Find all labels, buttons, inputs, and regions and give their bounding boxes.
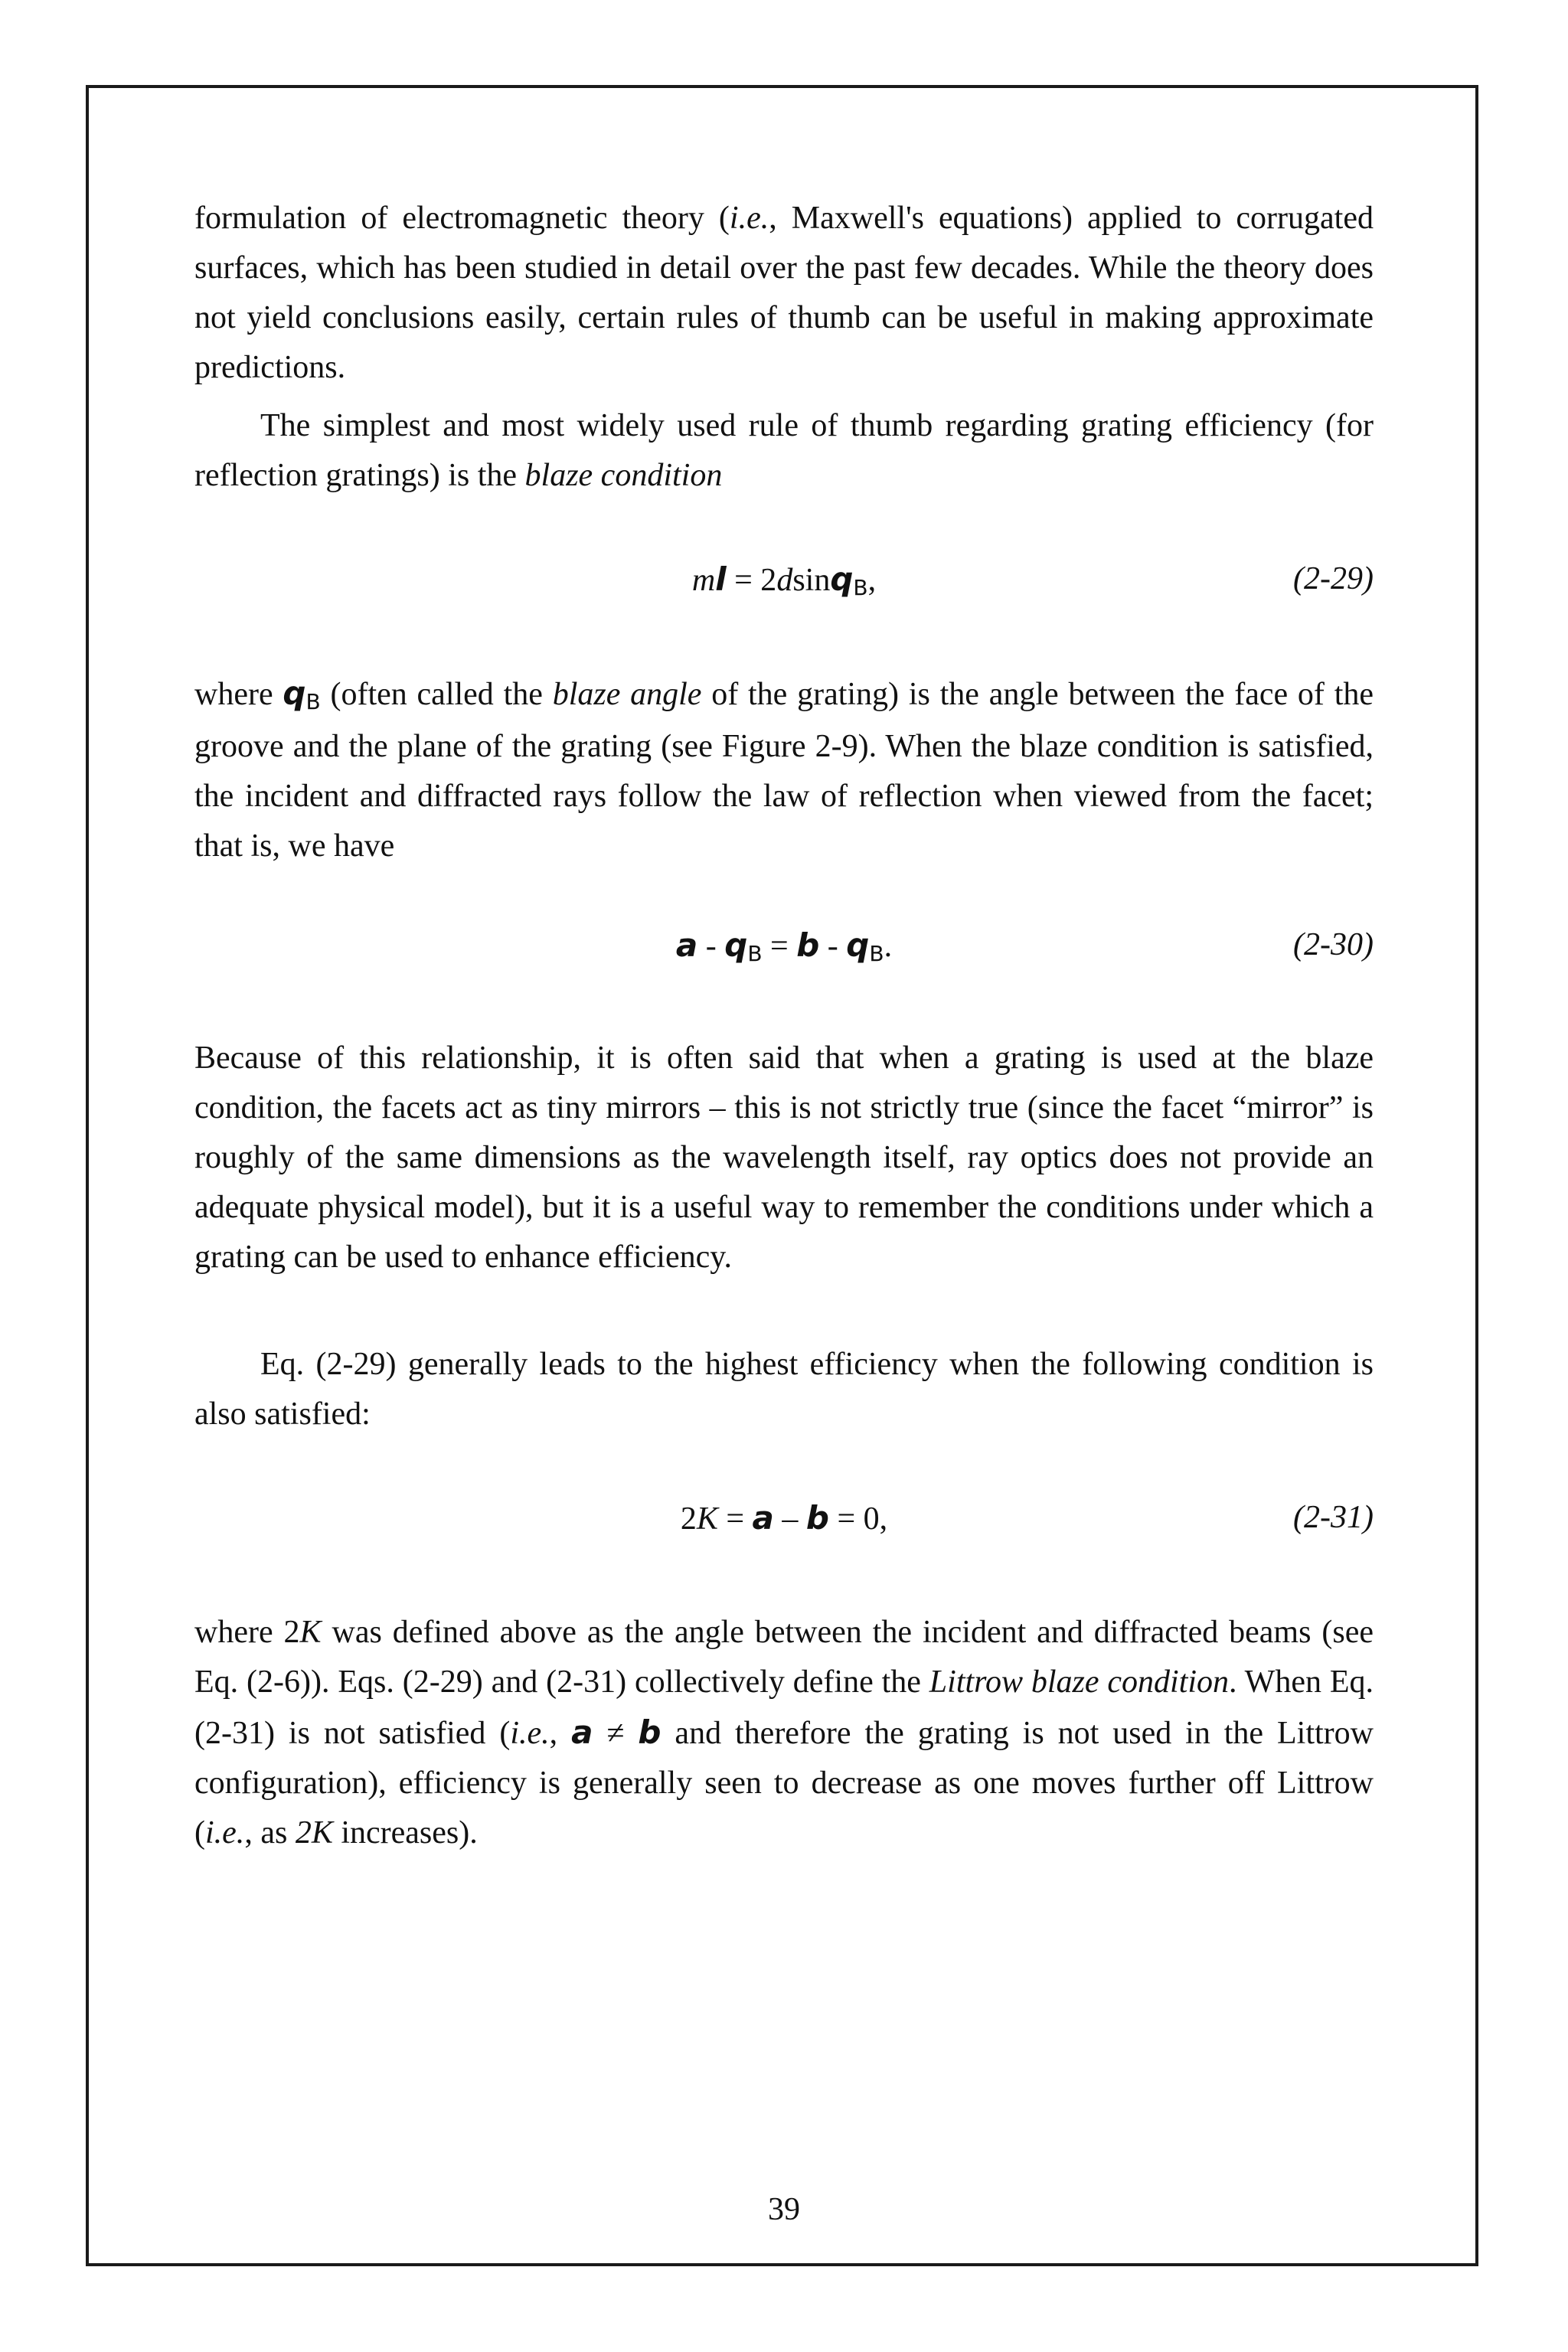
eq30-equals: = xyxy=(762,929,797,964)
eq31-two: 2 xyxy=(680,1501,697,1537)
p6-twok-k: K xyxy=(299,1615,322,1650)
eq30-trail: . xyxy=(884,929,893,964)
equation-2-31 xyxy=(194,1493,1374,1543)
p3-theta: q xyxy=(283,675,306,712)
p6-text-d: , xyxy=(549,1716,572,1751)
eq29-trail: , xyxy=(867,563,877,598)
paragraph-4 xyxy=(194,1034,1374,1282)
p1-text-a: formulation of electromagnetic theory ( xyxy=(194,201,730,236)
p6-alpha: a xyxy=(571,1713,593,1751)
eq29-m: m xyxy=(691,563,716,598)
eq31-k: K xyxy=(696,1501,718,1537)
eq30-minus-1: - xyxy=(697,929,725,964)
p6-text-f: , as xyxy=(244,1815,296,1851)
paragraph-6 xyxy=(194,1608,1374,1858)
eq31-beta: b xyxy=(805,1499,829,1537)
p3-text-c: of the grating) is the angle between the face of the groove and the plane of the grating (see Figure 2-9). When the blaze condition is satisfied, the incident and diffracted rays follow the law of reflection when viewed from the facet; that is, we have xyxy=(194,677,1374,864)
equation-2-29 xyxy=(194,554,1374,604)
eq30-minus-2: - xyxy=(819,929,847,964)
paragraph-2 xyxy=(194,401,1374,501)
eq29-sin: sin xyxy=(792,563,831,598)
paragraph-3 xyxy=(194,668,1374,871)
p6-term-littrow-blaze-condition: Littrow blaze condition xyxy=(929,1664,1230,1700)
equation-2-30-number: (2-30) xyxy=(1293,927,1374,962)
p6-ie-1: i.e. xyxy=(510,1716,550,1751)
p6-text-a: where xyxy=(194,1615,284,1650)
eq31-minus: – xyxy=(773,1501,806,1537)
p6-text-b: was defined above as the angle between the incident and diffracted beams (see Eq. (2-6)). Eqs. (2-29) and (2-31) collectively define the xyxy=(194,1615,1374,1700)
p5-text: Eq. (2-29) generally leads to the highest efficiency when the following condition is also satisfied: xyxy=(194,1347,1374,1432)
paragraph-1 xyxy=(194,194,1374,393)
p6-text-e: and therefore the grating is not used in the Littrow configuration), efficiency is generally seen to decrease as one moves further off Littrow ( xyxy=(194,1716,1374,1851)
p2-text-a: The simplest and most widely used rule of thumb regarding grating efficiency (for reflection gratings) is the xyxy=(194,408,1374,493)
equation-2-29-number: (2-29) xyxy=(1293,561,1374,596)
p6-twok-two: 2 xyxy=(283,1615,300,1650)
eq30-sub-b-1: B xyxy=(747,941,763,966)
eq31-equals: = xyxy=(717,1501,753,1537)
p3-text-b: (often called the xyxy=(320,677,553,712)
p1-text-b: , Maxwell's equations) applied to corrugated surfaces, which has been studied in detail over the past few decades. While the theory does not yield conclusions easily, certain rules of thumb can be useful in making approximate predictions. xyxy=(194,201,1374,385)
eq29-theta: q xyxy=(830,560,854,598)
p4-text: Because of this relationship, it is often said that when a grating is used at the blaze condition, the facets act as tiny mirrors – this is not strictly true (since the facet “mirror” is roughly of the same dimensions as the wavelength itself, ray optics does not provide an adequate physical model), but it is a useful way to remember the conditions under which a grating can be used to enhance efficiency. xyxy=(194,1040,1374,1275)
eq29-d: d xyxy=(776,563,793,598)
p3-term-blaze-angle: blaze angle xyxy=(552,677,702,712)
page-number: 39 xyxy=(768,2192,800,2227)
eq29-lambda: l xyxy=(715,560,727,598)
eq30-beta: b xyxy=(796,926,820,964)
eq29-sub-b: B xyxy=(853,575,868,600)
p6-text-c: . When Eq. (2-31) is not satisfied ( xyxy=(194,1664,1374,1751)
paragraph-5 xyxy=(194,1340,1374,1439)
eq31-alpha: a xyxy=(752,1499,774,1537)
equation-2-30-body xyxy=(194,920,1374,974)
p2-term-blaze-condition: blaze condition xyxy=(524,458,723,493)
p6-neq: ≠ xyxy=(593,1716,639,1751)
eq30-theta-1: q xyxy=(724,926,748,964)
p6-twok-2: 2K xyxy=(295,1815,333,1851)
p6-text-g: increases). xyxy=(332,1815,478,1851)
p3-text-a: where xyxy=(194,677,283,712)
p6-ie-2: i.e. xyxy=(205,1815,245,1851)
equation-2-29-body xyxy=(194,554,1374,608)
equation-2-31-body xyxy=(194,1493,1374,1544)
equation-2-31-number: (2-31) xyxy=(1293,1500,1374,1535)
p1-ie: i.e. xyxy=(729,201,769,236)
p6-beta: b xyxy=(638,1713,662,1751)
eq30-alpha: a xyxy=(675,926,698,964)
eq29-equals: = 2 xyxy=(726,563,777,598)
equation-2-30 xyxy=(194,920,1374,970)
eq30-sub-b-2: B xyxy=(869,941,884,966)
p3-sub-b: B xyxy=(305,689,321,714)
eq30-theta-2: q xyxy=(846,926,870,964)
eq31-rest: = 0, xyxy=(828,1501,888,1537)
